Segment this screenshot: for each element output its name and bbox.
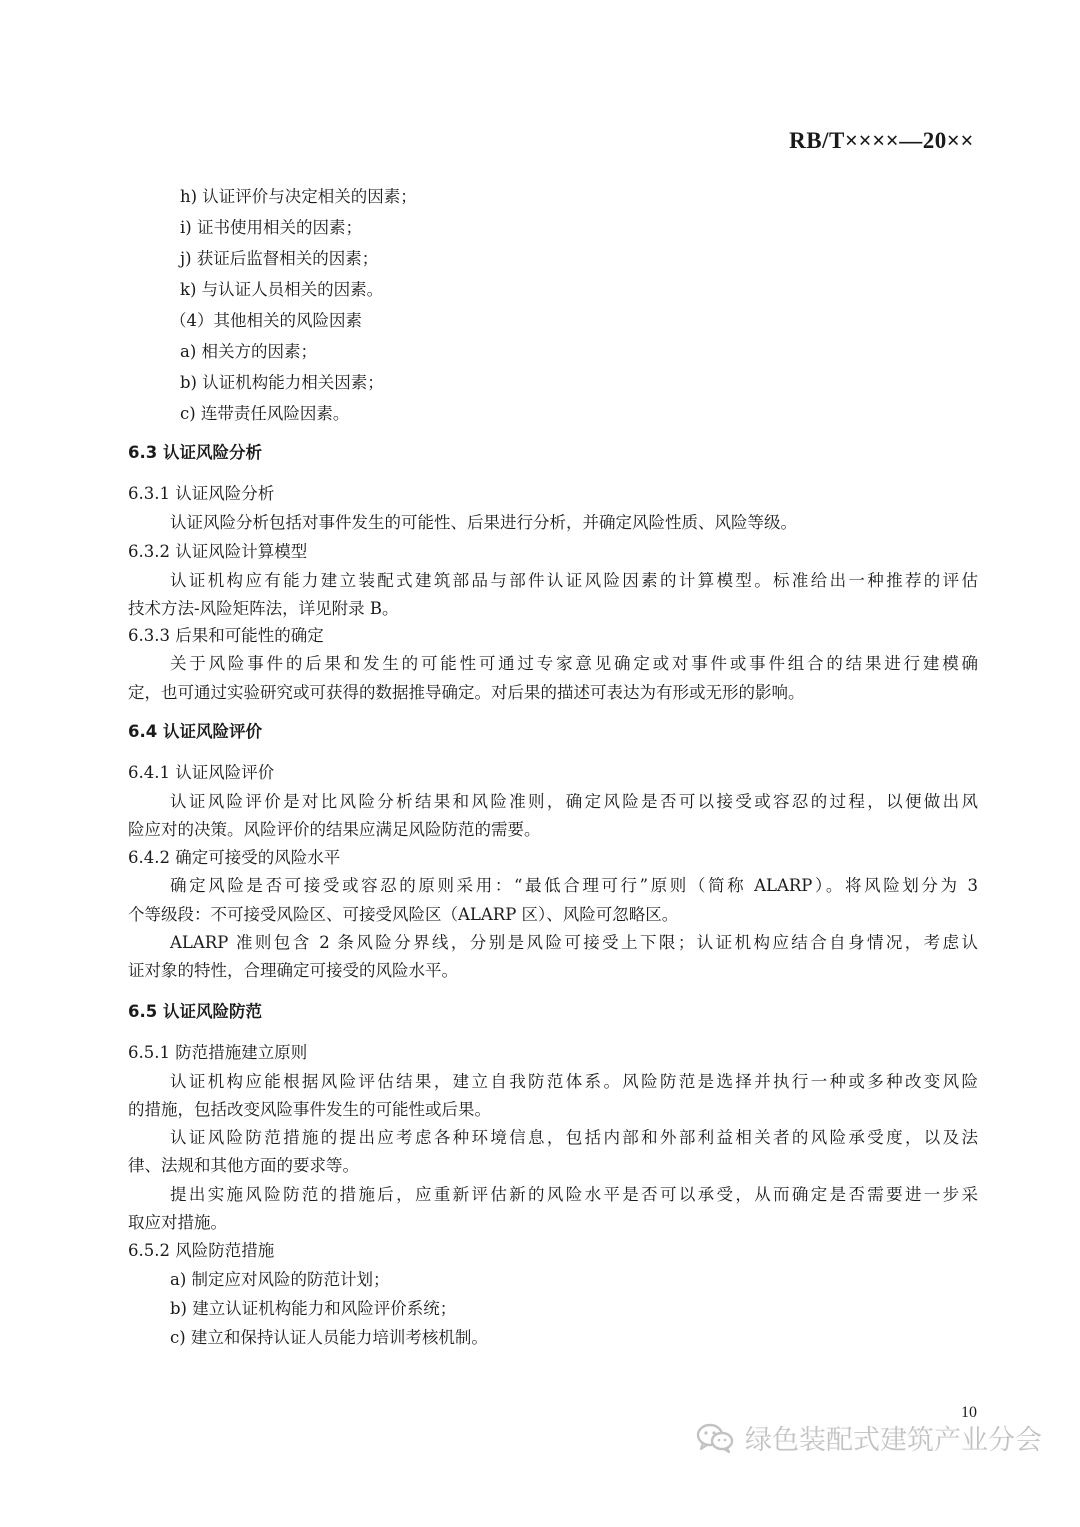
paragraph-line: 确定风险是否可接受或容忍的原则采用：“最低合理可行”原则（简称 ALARP）。将风险划分为 3: [170, 876, 978, 895]
watermark-text: 绿色装配式建筑产业分会: [745, 1425, 1042, 1456]
paragraph-line: 认证机构应有能力建立装配式建筑部品与部件认证风险因素的计算模型。标准给出一种推荐的评估: [170, 571, 978, 590]
document-code: RB/T××××—20××: [789, 128, 974, 153]
line-k: k) 与认证人员相关的因素。: [180, 280, 384, 299]
paragraph-line: 技术方法-风险矩阵法，详见附录 B。: [128, 599, 399, 618]
page-number: 10: [961, 1404, 977, 1421]
watermark: [695, 1418, 1042, 1457]
clause-title-6-3-1: 6.3.1 认证风险分析: [128, 484, 275, 503]
paragraph-line: 提出实施风险防范的措施后，应重新评估新的风险水平是否可以承受，从而确定是否需要进一步采: [170, 1185, 978, 1204]
paragraph-line: 定，也可通过实验研究或可获得的数据推导确定。对后果的描述可表达为有形或无形的影响。: [128, 683, 805, 702]
clause-title-6-3-3: 6.3.3 后果和可能性的确定: [128, 626, 324, 645]
paragraph-line: 证对象的特性，合理确定可接受的风险水平。: [128, 961, 458, 980]
line-i: i) 证书使用相关的因素；: [180, 218, 362, 237]
paragraph-line: 取应对措施。: [128, 1213, 227, 1232]
paragraph-line: 律、法规和其他方面的要求等。: [128, 1156, 359, 1175]
paragraph-line: 认证风险评价是对比风险分析结果和风险准则，确定风险是否可以接受或容忍的过程，以便做出风: [170, 792, 978, 811]
line-a: a) 相关方的因素；: [180, 342, 318, 361]
paragraph-line: 的措施，包括改变风险事件发生的可能性或后果。: [128, 1100, 491, 1119]
measure-item-b: b) 建立认证机构能力和风险评价系统；: [170, 1299, 457, 1318]
line-c: c) 连带责任风险因素。: [180, 404, 350, 423]
paragraph-line: 认证机构应能根据风险评估结果，建立自我防范体系。风险防范是选择并执行一种或多种改变风险: [170, 1072, 978, 1091]
clause-title-6-5-1: 6.5.1 防范措施建立原则: [128, 1043, 308, 1062]
subsection-4-title: （4）其他相关的风险因素: [170, 311, 362, 330]
clause-title-6-3-2: 6.3.2 认证风险计算模型: [128, 542, 308, 561]
section-heading-6-3: 6.3 认证风险分析: [128, 443, 262, 462]
wechat-icon: [695, 1422, 735, 1454]
clause-title-6-4-1: 6.4.1 认证风险评价: [128, 763, 275, 782]
line-j: j) 获证后监督相关的因素；: [180, 249, 379, 268]
paragraph-line: 个等级段：不可接受风险区、可接受风险区（ALARP 区）、风险可忽略区。: [128, 905, 679, 924]
clause-title-6-4-2: 6.4.2 确定可接受的风险水平: [128, 848, 341, 867]
paragraph-line: 认证风险防范措施的提出应考虑各种环境信息，包括内部和外部利益相关者的风险承受度，以及法: [170, 1128, 978, 1147]
paragraph-line: 险应对的决策。风险评价的结果应满足风险防范的需要。: [128, 820, 541, 839]
line-b: b) 认证机构能力相关因素；: [180, 373, 384, 392]
section-heading-6-4: 6.4 认证风险评价: [128, 722, 262, 741]
line-h: h) 认证评价与决定相关的因素；: [180, 187, 417, 206]
paragraph-line: 关于风险事件的后果和发生的可能性可通过专家意见确定或对事件或事件组合的结果进行建模确: [170, 654, 978, 673]
paragraph-line: 认证风险分析包括对事件发生的可能性、后果进行分析，并确定风险性质、风险等级。: [170, 513, 797, 532]
measure-item-a: a) 制定应对风险的防范计划；: [170, 1270, 390, 1289]
measure-item-c: c) 建立和保持认证人员能力培训考核机制。: [170, 1328, 488, 1347]
section-heading-6-5: 6.5 认证风险防范: [128, 1002, 262, 1021]
paragraph-line: ALARP 准则包含 2 条风险分界线，分别是风险可接受上下限；认证机构应结合自身情况，考虑认: [170, 933, 978, 952]
clause-title-6-5-2: 6.5.2 风险防范措施: [128, 1241, 275, 1260]
